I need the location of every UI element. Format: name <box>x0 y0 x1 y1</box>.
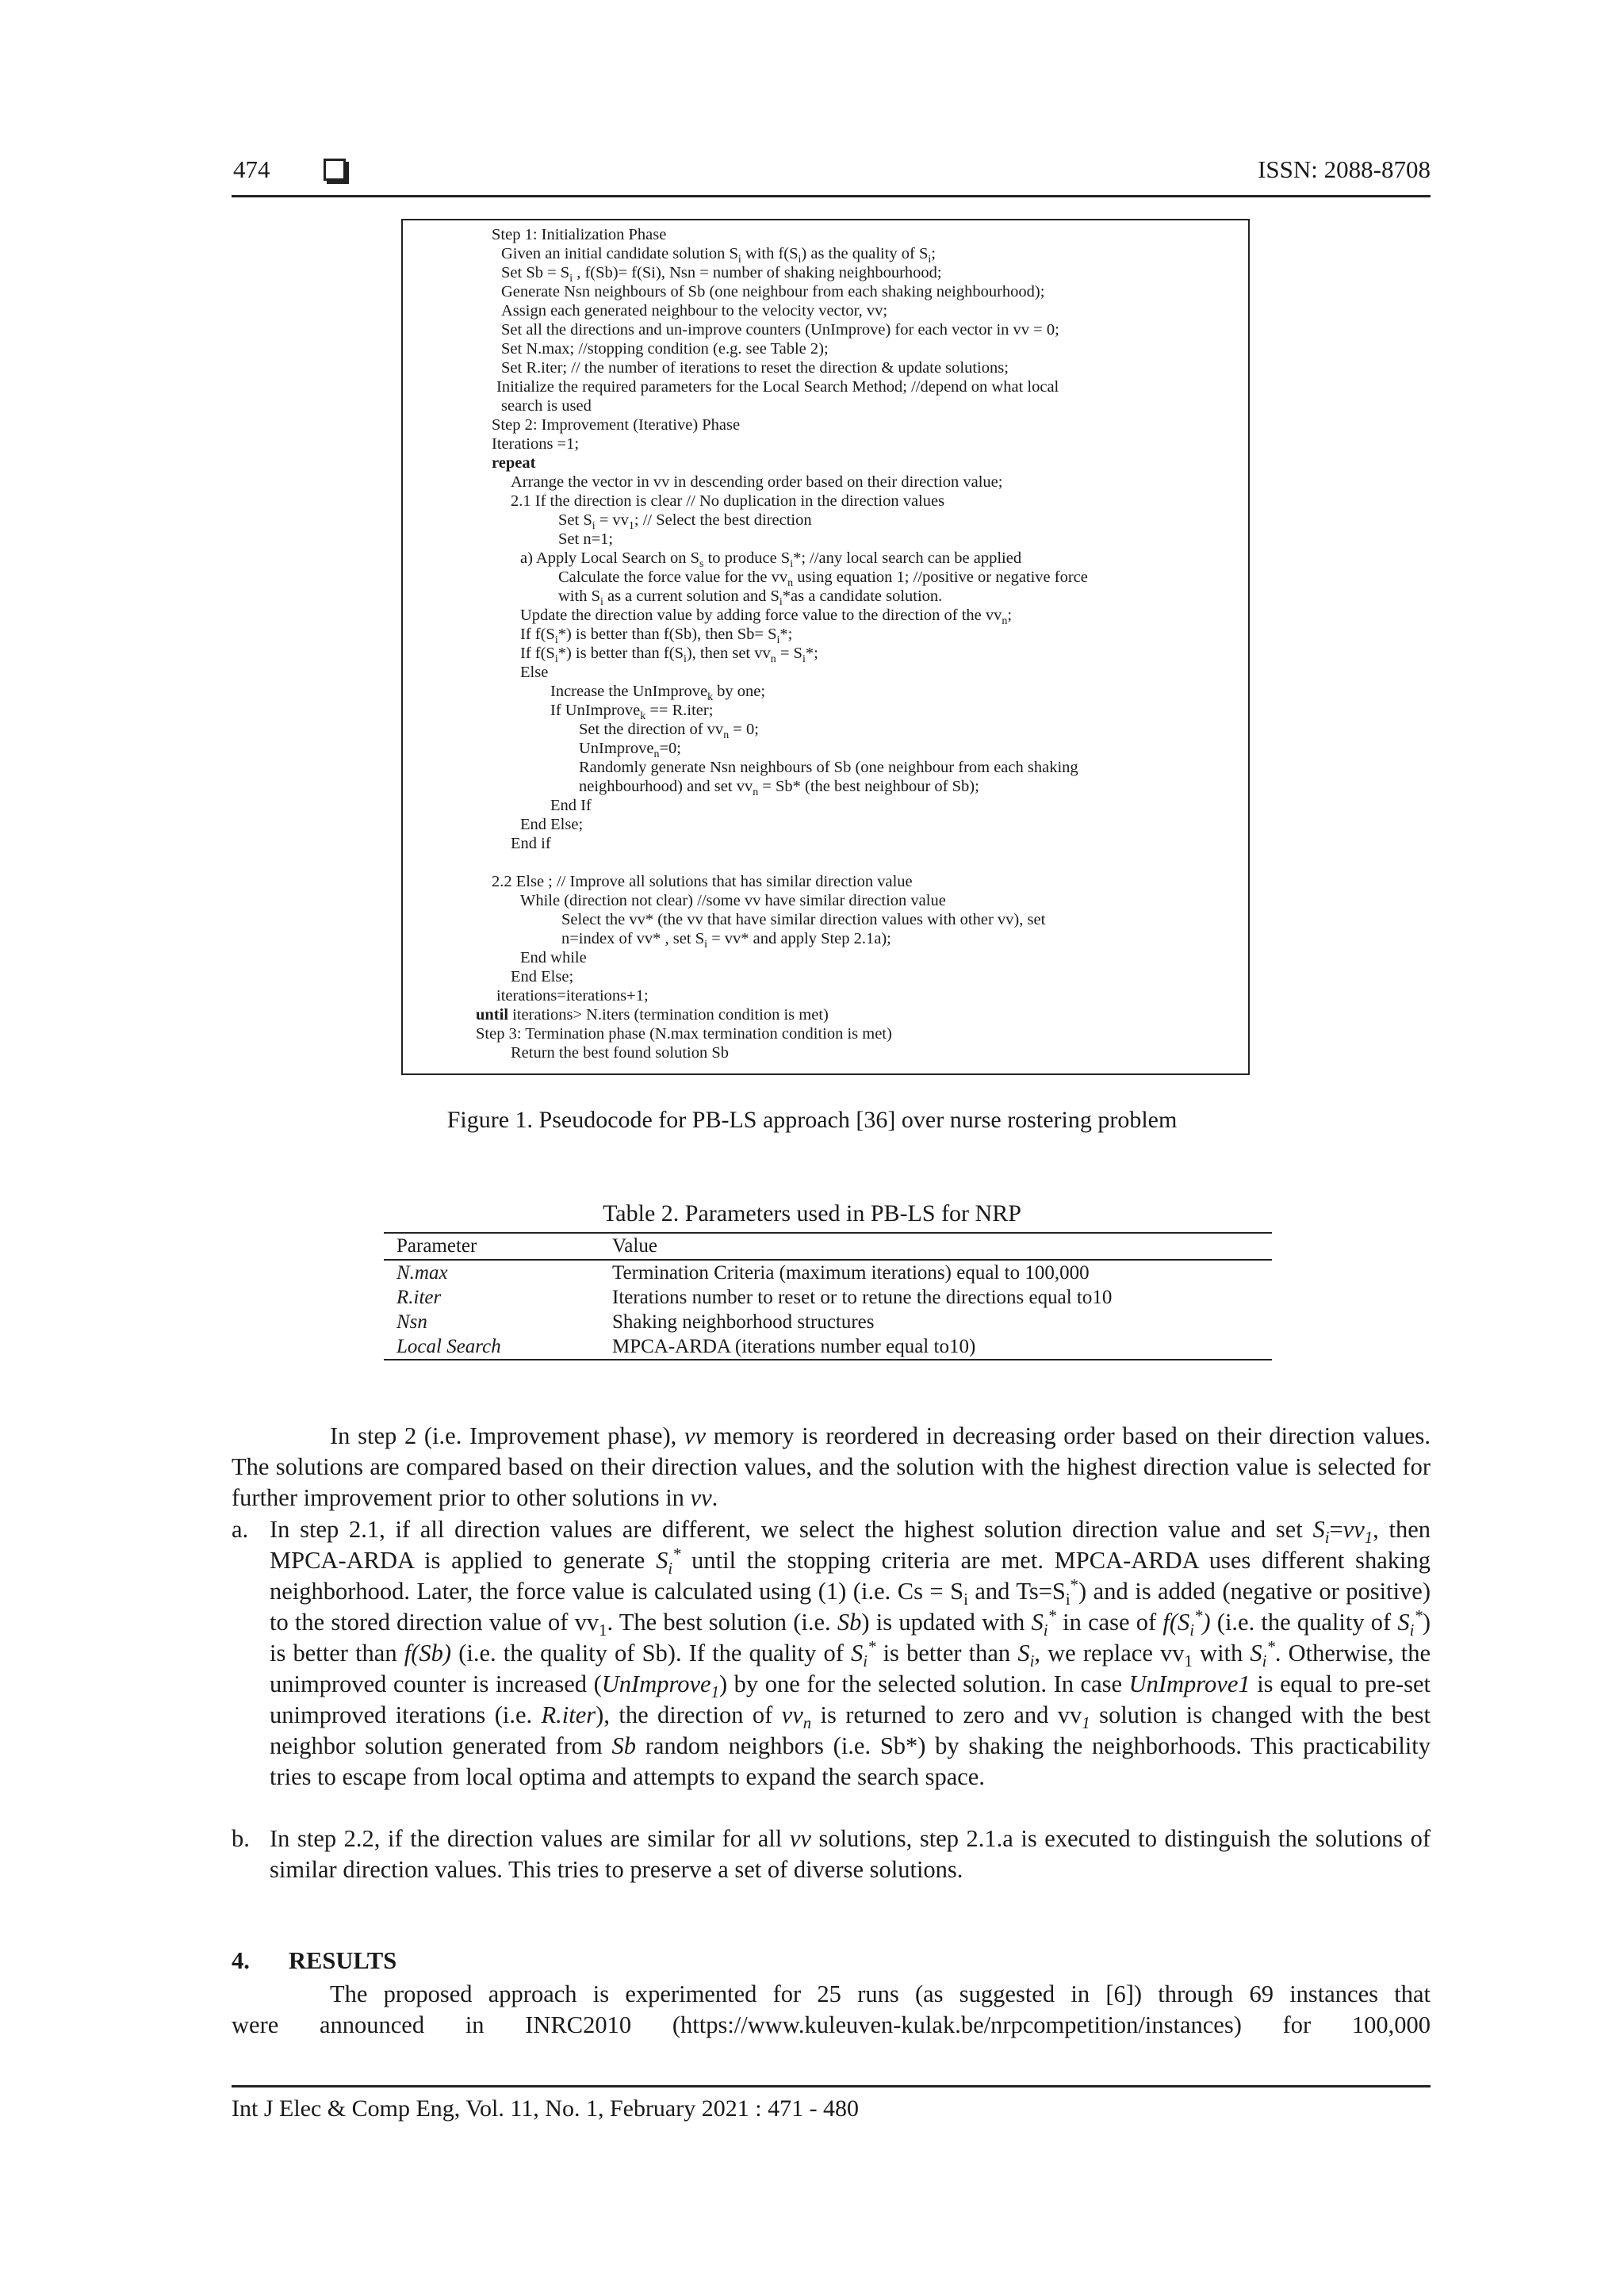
table-header-cell: Value <box>612 1235 657 1257</box>
table-header-cell: Parameter <box>396 1235 477 1257</box>
pseudocode-line: Arrange the vector in vv in descending order based on their direction value; <box>511 473 1003 491</box>
section-title: RESULTS <box>289 1947 397 1974</box>
table-cell: R.iter <box>396 1287 442 1308</box>
section-number: 4. <box>232 1947 250 1974</box>
pseudocode-line: End if <box>511 835 551 852</box>
pseudocode-line: repeat <box>492 454 536 472</box>
pseudocode-line: Set all the directions and un-improve counters (UnImprove) for each vector in vv = 0; <box>501 321 1059 339</box>
parameters-table <box>384 1232 1272 1360</box>
section-heading <box>232 1947 396 1975</box>
pseudocode-line: Step 1: Initialization Phase <box>492 226 667 243</box>
checkbox-square-icon <box>324 159 346 181</box>
table-cell: MPCA-ARDA (iterations number equal to10) <box>612 1336 976 1357</box>
table-cell: N.max <box>396 1262 448 1284</box>
pseudocode-line: Set R.iter; // the number of iterations to reset the direction & update solutions; <box>501 359 1009 377</box>
table-header-row <box>384 1234 1272 1261</box>
table-cell: Shaking neighborhood structures <box>612 1311 875 1333</box>
page-number: 474 <box>233 155 270 183</box>
pseudocode-line: Initialize the required parameters for the Local Search Method; //depend on what local <box>496 378 1059 396</box>
figure-caption: Figure 1. Pseudocode for PB-LS approach [36] over nurse rostering problem <box>446 1107 1178 1133</box>
pseudocode-line: Else <box>520 664 549 681</box>
pseudocode-line: until iterations> N.iters (termination condition is met) <box>476 1006 829 1024</box>
pseudocode-line: Increase the UnImprove$_k$ by one; <box>550 683 766 704</box>
pseudocode-line: Step 2: Improvement (Iterative) Phase <box>492 416 741 434</box>
pseudocode-line: If $f(S_i*)$ is better than $f(S_i)$, then set $vv_n = S_i*$; <box>520 645 818 666</box>
list-item-b <box>232 1823 1431 1885</box>
pseudocode-line: Step 3: Termination phase (N.max termination condition is met) <box>476 1025 892 1043</box>
pseudocode-line: iterations=iterations+1; <box>496 987 649 1004</box>
pseudocode-line: Set $S_i = vv_1$; // Select the best direction <box>558 511 812 533</box>
pseudocode-line: Iterations =1; <box>492 435 580 453</box>
pseudocode-line: End while <box>520 949 587 966</box>
issn-label: ISSN: 2088-8708 <box>1258 155 1431 183</box>
table-cell: Termination Criteria (maximum iterations) equal to 100,000 <box>612 1262 1090 1284</box>
results-line: The proposed approach is experimented for 25 runs (as suggested in [6]) through 69 instances that <box>330 1980 1431 2007</box>
list-marker: a. <box>232 1516 249 1543</box>
pseudocode-line: search is used <box>501 397 592 415</box>
table-caption: Table 2. Parameters used in PB-LS for NRP <box>603 1200 1021 1226</box>
pseudocode-line: Set the direction of $vv_n = 0$; <box>579 721 759 742</box>
pseudocode-line: n=index of vv* , set $S_i = vv*$ and apply Step 2.1a); <box>561 930 891 951</box>
pseudocode-line: Set $Sb = S_i$ , f(Sb)= f(Si), Nsn = number of shaking neighbourhood; <box>501 264 942 285</box>
pseudocode-line: Calculate the force value for the $vv_n$ using equation 1; //positive or negative force <box>558 568 1088 590</box>
results-paragraph <box>232 1979 1431 2041</box>
pseudocode-line: Assign each generated neighbour to the velocity vector, vv; <box>501 302 888 320</box>
list-marker: b. <box>232 1825 250 1852</box>
pseudocode-line: Set N.max; //stopping condition (e.g. see Table 2); <box>501 340 829 358</box>
pseudocode-line: Update the direction value by adding force value to the direction of the $vv_n$; <box>520 607 1013 628</box>
journal-citation: Int J Elec & Comp Eng, Vol. 11, No. 1, February 2021 : 471 - 480 <box>232 2095 860 2122</box>
table-row <box>384 1261 1272 1285</box>
pseudocode-line: If $f(S_i*)$ is better than f(Sb), then $Sb= S_i*$; <box>520 626 793 647</box>
pseudocode-line: If UnImprove$_k$ == R.iter; <box>550 702 714 723</box>
list-item-text: In step 2.2, if the direction values are similar for all vv solutions, step 2.1.a is executed to distinguish the solutions of similar direction values. This tries to preserve a set of diverse solutions. <box>270 1825 1431 1883</box>
table-cell: Nsn <box>396 1311 427 1333</box>
pseudocode-line: a) Apply Local Search on $S_s$ to produce $S_i*$; //any local search can be applied <box>520 549 1022 571</box>
pseudocode-line: with $S_i$ as a current solution and $S_i*as$ a candidate solution. <box>558 587 943 609</box>
table-cell: Iterations number to reset or to retune the directions equal to10 <box>612 1287 1113 1308</box>
table-cell: Local Search <box>396 1336 501 1357</box>
pseudocode-line: Randomly generate Nsn neighbours of Sb (one neighbour from each shaking <box>579 759 1078 776</box>
pseudocode-line: UnImprove$_n$=0; <box>579 740 681 761</box>
pseudocode-line: Generate Nsn neighbours of Sb (one neighbour from each shaking neighbourhood); <box>501 283 1045 300</box>
pseudocode-line: End Else; <box>511 968 574 985</box>
pseudocode-line: neighbourhood) and set $vv_n = Sb*$ (the best neighbour of Sb); <box>579 778 979 799</box>
table-row <box>384 1310 1272 1334</box>
body-paragraph: In step 2 (i.e. Improvement phase), vv memory is reordered in decreasing order based on their direction values. The solutions are compared based on their direction values, and the solution with the highest direction value is selected for further improvement prior to other solutions in vv. <box>232 1422 1431 1511</box>
table-row <box>384 1285 1272 1310</box>
pseudocode-line: Set n=1; <box>558 530 614 548</box>
pseudocode-line: 2.2 Else ; // Improve all solutions that has similar direction value <box>492 873 913 890</box>
pseudocode-line: While (direction not clear) //some vv have similar direction value <box>520 892 946 909</box>
list-item-text: In step 2.1, if all direction values are different, we select the highest solution direction value and set $S_i=vv_1$, then MPCA-ARDA is applied to generate $S_i^*$ until the stopping criteria are met. MPCA-ARDA uses different shaking neighborhood. Later, the force value is calculated using (1) (i.e. $Cs = S_i$ and $Ts=S_i^*$) and is added (negative or positive) to the stored direction value of $vv_1$. The best solution (i.e. Sb) is updated with $S_i^*$ in case of $f(S_i^*)$ (i.e. the quality of $S_i^*$) is better than f(Sb) (i.e. the quality of Sb). If the quality of $S_i^*$ is better than $S_i$, we replace $vv_1$ with $S_i^*$. Otherwise, the unimproved counter is increased (UnImprove$_1$) by one for the selected solution. In case UnImprove1 is equal to pre-set unimproved iterations (i.e. R.iter), the direction of $vv_n$ is returned to zero and $vv_1$ solution is changed with the best neighbor solution generated from Sb random neighbors (i.e. Sb*) by shaking the neighborhoods. This practicability tries to escape from local optima and attempts to expand the search space. <box>270 1516 1431 1790</box>
results-line: were announced in INRC2010 (https://www.kuleuven-kulak.be/nrpcompetition/instances) for 100,000 <box>232 2011 1431 2038</box>
pseudocode-line: End Else; <box>520 816 584 833</box>
pseudocode-line: Return the best found solution Sb <box>511 1044 730 1062</box>
pseudocode-box <box>401 219 1250 1075</box>
table-row <box>384 1334 1272 1359</box>
pseudocode-line: 2.1 If the direction is clear // No duplication in the direction values <box>511 492 945 510</box>
pseudocode-line: End If <box>550 797 592 814</box>
page-header <box>232 154 1431 197</box>
page-footer <box>232 2085 1431 2122</box>
pseudocode-line: Given an initial candidate solution $S_i$ with $f(S_i)$ as the quality of $S_i$; <box>501 245 936 266</box>
pseudocode-line: Select the vv* (the vv that have similar direction values with other vv), set <box>561 911 1046 928</box>
list-item-a <box>232 1514 1431 1793</box>
